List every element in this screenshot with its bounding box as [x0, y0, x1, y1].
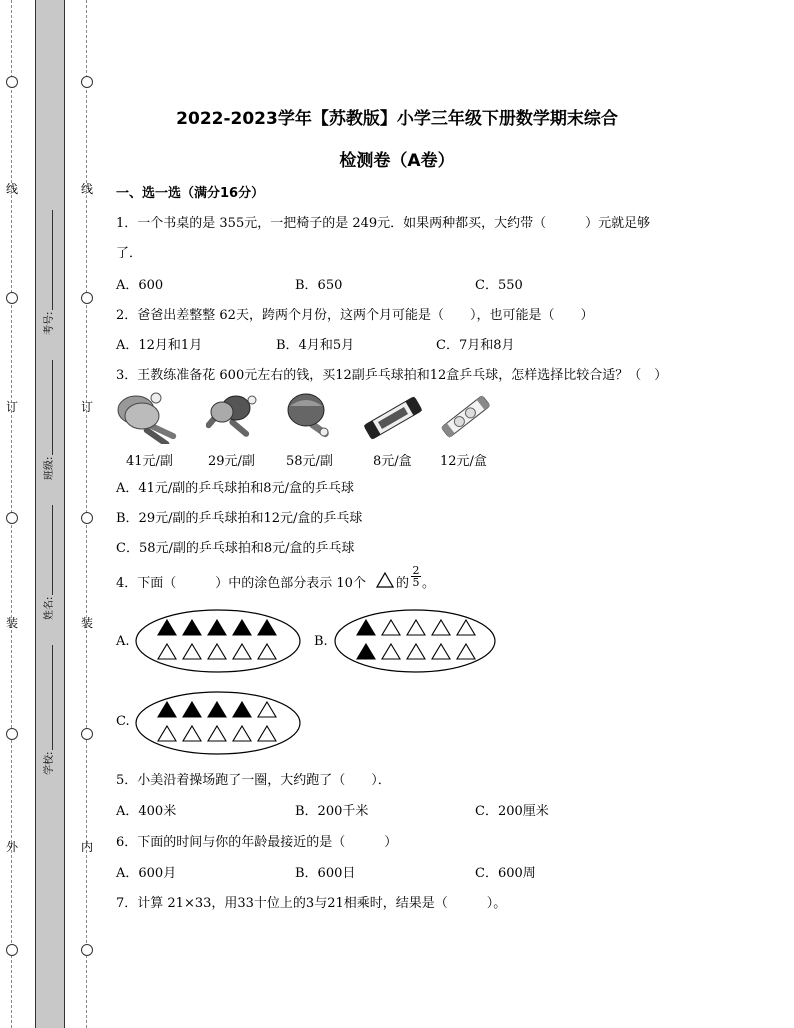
- question-7-stem: 7．计算 21×33，用33十位上的3与21相乘时，结果是（ ）。: [116, 896, 507, 911]
- inner-hole: [81, 944, 93, 956]
- question-3-option-a: A．41元/副的乒乓球拍和8元/盒的乒乓球: [116, 481, 354, 496]
- option-b-figure: [333, 608, 497, 674]
- question-5-option-b: B．200千米: [295, 804, 369, 819]
- question-5-option-c: C．200厘米: [475, 804, 549, 819]
- empty-triangle: [407, 644, 425, 659]
- section-heading: 一、选一选（满分16分）: [116, 186, 265, 201]
- question-6-option-b: B．600日: [295, 866, 356, 881]
- page-subtitle: 检测卷（A卷）: [339, 151, 455, 171]
- price-caption: 58元/副: [286, 454, 333, 469]
- name-label: 姓名:: [44, 596, 55, 620]
- shaded-triangle: [357, 644, 375, 659]
- question-6-option-c: C．600周: [475, 866, 536, 881]
- inner-binding-char: 订: [81, 400, 94, 414]
- empty-triangle: [258, 644, 276, 659]
- school-blank: [52, 645, 53, 750]
- question-6-stem: 6．下面的时间与你的年龄最接近的是（ ）: [116, 835, 398, 850]
- shaded-triangle: [357, 620, 375, 635]
- inner-hole: [81, 512, 93, 524]
- exam-number-label: 考号:: [44, 311, 55, 335]
- fraction-numerator: 2: [412, 564, 420, 577]
- shaded-triangle: [208, 702, 226, 717]
- empty-triangle: [432, 644, 450, 659]
- shaded-triangle: [233, 702, 251, 717]
- triangle-icon: [376, 572, 394, 588]
- empty-triangle: [233, 726, 251, 741]
- ball-tube-icon: [360, 392, 426, 444]
- shaded-triangle: [233, 620, 251, 635]
- empty-triangle: [382, 644, 400, 659]
- option-a-label: A.: [116, 634, 130, 649]
- fraction-two-fifths: [411, 565, 421, 588]
- outer-hole: [6, 512, 18, 524]
- empty-triangle: [258, 702, 276, 717]
- shaded-triangle: [258, 620, 276, 635]
- option-b-label: B.: [314, 634, 328, 649]
- name-blank: [52, 505, 53, 595]
- outer-hole: [6, 76, 18, 88]
- class-label: 班级:: [44, 456, 55, 480]
- shaded-triangle: [158, 620, 176, 635]
- empty-triangle: [407, 620, 425, 635]
- inner-binding-char: 内: [81, 840, 94, 854]
- ping-pong-paddles-icon: [116, 392, 188, 444]
- question-4-stem-mid: 的: [396, 576, 410, 591]
- price-caption: 8元/盒: [373, 454, 412, 469]
- question-3-stem: 3．王教练准备花 600元左右的钱，买12副乒乓球拍和12盒乒乓球，怎样选择比较合适？（ ）: [116, 368, 668, 383]
- school-label: 学校:: [44, 751, 55, 775]
- outer-binding-char: 订: [6, 400, 19, 414]
- question-1-option-a: A．600: [116, 278, 164, 293]
- inner-hole: [81, 728, 93, 740]
- outer-hole: [6, 728, 18, 740]
- outer-binding-char: 线: [6, 182, 19, 196]
- ping-pong-paddles-icon: [206, 392, 262, 444]
- empty-triangle: [233, 644, 251, 659]
- empty-triangle: [432, 620, 450, 635]
- question-2-option-c: C．7月和8月: [436, 338, 515, 353]
- question-4-stem-start: 4．下面（ ）中的涂色部分表示 10个: [116, 576, 366, 591]
- shaded-triangle: [158, 702, 176, 717]
- empty-triangle: [183, 644, 201, 659]
- question-3-option-b: B．29元/副的乒乓球拍和12元/盒的乒乓球: [116, 511, 363, 526]
- question-2-stem: 2．爸爸出差整整 62天，跨两个月份，这两个月可能是（ ），也可能是（ ）: [116, 308, 594, 323]
- option-a-figure: [134, 608, 302, 674]
- ball-tube-icon: [438, 392, 494, 442]
- option-c-label: C.: [116, 714, 130, 729]
- empty-triangle: [457, 620, 475, 635]
- class-blank: [52, 360, 53, 455]
- option-c-figure: [134, 690, 302, 756]
- question-5-option-a: A．400米: [116, 804, 177, 819]
- inner-binding-char: 线: [81, 182, 94, 196]
- empty-triangle: [457, 644, 475, 659]
- inner-binding-char: 装: [81, 616, 94, 630]
- question-4-stem-end: 。: [422, 576, 436, 591]
- shaded-triangle: [183, 702, 201, 717]
- outer-hole: [6, 944, 18, 956]
- empty-triangle: [382, 620, 400, 635]
- question-1-stem: 1．一个书桌的是 355元，一把椅子的是 249元．如果两种都买，大约带（ ）元就足够: [116, 216, 651, 231]
- empty-triangle: [183, 726, 201, 741]
- question-3-option-c: C．58元/副的乒乓球拍和8元/盒的乒乓球: [116, 541, 355, 556]
- shaded-triangle: [183, 620, 201, 635]
- empty-triangle: [258, 726, 276, 741]
- outer-binding-char: 装: [6, 616, 19, 630]
- fraction-denominator: 5: [412, 576, 420, 589]
- question-1-option-c: C．550: [475, 278, 523, 293]
- question-6-option-a: A．600月: [116, 866, 177, 881]
- inner-hole: [81, 292, 93, 304]
- empty-triangle: [158, 644, 176, 659]
- empty-triangle: [158, 726, 176, 741]
- price-caption: 29元/副: [208, 454, 255, 469]
- question-5-stem: 5．小美沿着操场跑了一圈，大约跑了（ ）．: [116, 773, 391, 788]
- empty-triangle: [208, 726, 226, 741]
- question-1-option-b: B．650: [295, 278, 343, 293]
- outer-hole: [6, 292, 18, 304]
- shaded-triangle: [208, 620, 226, 635]
- ping-pong-paddles-icon: [284, 392, 344, 442]
- question-2-option-b: B．4月和5月: [276, 338, 355, 353]
- inner-hole: [81, 76, 93, 88]
- question-2-option-a: A．12月和1月: [116, 338, 203, 353]
- question-1-stem-cont: 了．: [116, 246, 143, 261]
- price-caption: 12元/盒: [440, 454, 487, 469]
- exam-number-blank: [52, 210, 53, 310]
- page-title: 2022-2023学年【苏教版】小学三年级下册数学期末综合: [176, 109, 618, 129]
- question-4-stem: [116, 572, 366, 591]
- empty-triangle: [208, 644, 226, 659]
- outer-binding-char: 外: [6, 840, 19, 854]
- price-caption: 41元/副: [126, 454, 173, 469]
